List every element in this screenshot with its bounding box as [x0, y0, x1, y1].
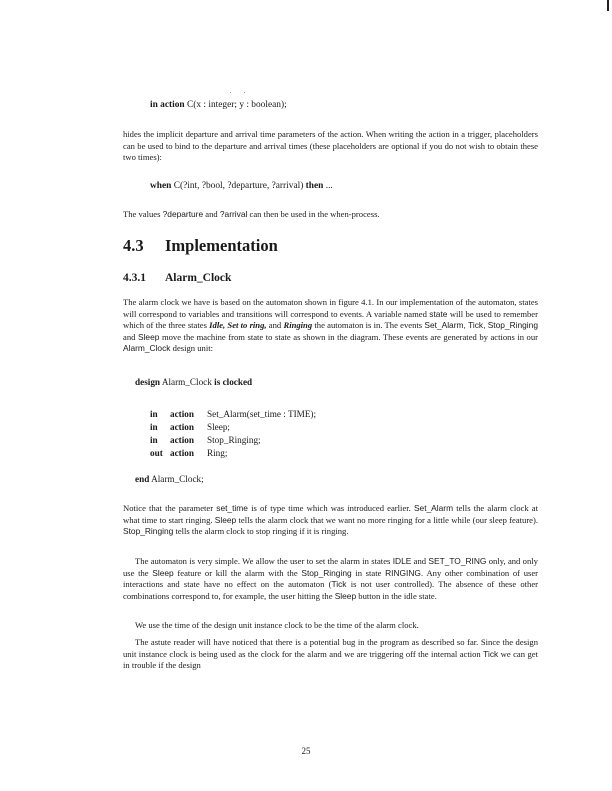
paragraph-values [123, 209, 538, 221]
placeholder-departure: ?departure [162, 209, 204, 219]
event-stop-ringing: Stop_Ringing [123, 526, 174, 537]
keyword-end: end [135, 474, 150, 484]
subsection-number: 4.3.1 [123, 272, 146, 284]
text: is of type time which was introduced earlier. [251, 503, 411, 513]
state-idle: Idle, [209, 320, 226, 331]
design-end-name: Alarm_Clock; [151, 474, 204, 484]
text: tells the alarm clock to stop ringing if it is ringing. [175, 526, 349, 537]
code-action-declaration [150, 100, 287, 112]
text: and [268, 320, 282, 331]
trigger-args: C(?int, ?bool, ?departure, ?arrival) [173, 181, 304, 191]
action-body: Set_Alarm(set_time : TIME); [207, 409, 317, 419]
keyword-action: action [170, 409, 194, 419]
paragraph-bug [123, 637, 538, 672]
state-ringing: Ringing [283, 320, 313, 331]
design-header [135, 377, 252, 389]
text: Notice that the parameter [123, 503, 214, 513]
event-sleep: Sleep [334, 590, 357, 601]
event-tick: Tick [483, 648, 499, 659]
paragraph-automaton-intro [123, 297, 538, 355]
direction: in [150, 435, 158, 445]
event-sleep: Sleep [214, 514, 237, 525]
text: Any other combination of user interactions and state have no effect on the automaton ( [123, 567, 539, 590]
text: will be used to remember which of the three states [123, 308, 538, 331]
text: can then be used in the when-process. [249, 209, 380, 219]
direction: in [150, 409, 158, 419]
state-ringing-const: RINGING. [385, 567, 424, 578]
design-line [150, 448, 227, 460]
direction: out [150, 448, 163, 458]
text: button in the idle state. [358, 590, 437, 601]
param-set-time: set_time [216, 503, 248, 513]
text: and [413, 556, 427, 566]
scan-specks [230, 92, 250, 94]
action-body: Stop_Ringing; [207, 435, 261, 445]
state-idle-const: IDLE [392, 556, 412, 566]
subsection-title: Alarm_Clock [165, 272, 232, 284]
keyword-action: action [160, 100, 185, 110]
text: design unit: [172, 343, 213, 354]
text: and [205, 209, 218, 219]
text: the automaton is in. The events [314, 320, 423, 331]
action-signature: C(x : integer; y : boolean); [187, 100, 287, 110]
event-tick: Tick, [468, 320, 486, 331]
event-tick: Tick [331, 579, 347, 590]
text: tells the alarm clock that we want no more ringing for a little while (our sleep feature). [238, 514, 539, 525]
text: The values [123, 209, 161, 219]
keyword-when: when [150, 181, 172, 191]
event-stop-ringing: Stop_Ringing [301, 567, 352, 578]
text: and [123, 331, 136, 342]
event-sleep: Sleep [152, 567, 174, 578]
design-line [150, 435, 261, 447]
event-set-alarm: Set_Alarm [413, 503, 454, 513]
event-stop-ringing: Stop_Ringing [487, 320, 538, 331]
text: tells the alarm clock at what time to start ringing. [123, 503, 539, 525]
subsection-heading [123, 273, 231, 285]
text: is not user controlled). The absence of these other combinations correspond to, for example, the user hitting the [123, 579, 538, 601]
trigger-tail: ... [325, 181, 333, 191]
paragraph-placeholders: hides the implicit departure and arrival time parameters of the action. When writing the action in a trigger, placeholders can be used to bind to the departure and arrival times (these placeholders are optional if you do not wish to obtain these two times): [123, 129, 538, 163]
text: in state [355, 567, 382, 578]
paragraph-parameters [123, 503, 538, 538]
event-set-alarm: Set_Alarm, [424, 320, 466, 331]
state-set-to-ring: Set to ring, [227, 320, 267, 331]
text: The astute reader will have noticed that there is a potential bug in the program as described so far. Since the design unit instance clock is being used as the clock for the alarm and we are triggering off the internal action [123, 637, 538, 659]
keyword-then: then [305, 181, 324, 191]
paragraph-simple-automaton [123, 556, 538, 602]
text: feature or kill the alarm with the [177, 567, 298, 578]
text: only, and only use the [123, 556, 538, 578]
design-line [150, 409, 316, 421]
action-body: Ring; [207, 448, 228, 458]
code-when-trigger [150, 181, 333, 193]
keyword-in: in [150, 100, 158, 110]
page-number: 25 [301, 746, 311, 756]
text: we can get in trouble if the design [123, 648, 538, 671]
section-number: 4.3 [123, 236, 144, 255]
keyword-action: action [170, 422, 194, 432]
action-body: Sleep; [207, 422, 230, 432]
design-end [135, 474, 204, 486]
text: The automaton is very simple. We allow the user to set the alarm in states [135, 556, 391, 566]
keyword-action: action [170, 448, 194, 458]
var-state: state [429, 308, 448, 319]
direction: in [150, 422, 158, 432]
keyword-is-clocked: is clocked [214, 377, 253, 387]
section-heading [123, 236, 278, 255]
state-set-to-ring-const: SET_TO_RING [428, 556, 487, 566]
placeholder-arrival: ?arrival [219, 209, 248, 219]
keyword-action: action [170, 435, 194, 445]
text: The alarm clock we have is based on the automaton shown in figure 4.1. In our implementation of the automaton, states will correspond to variables and transitions will correspond to events. A variable named [123, 297, 538, 319]
text: move the machine from state to state as shown in the diagram. These events are generated by actions in our [161, 331, 539, 342]
event-sleep: Sleep [137, 331, 160, 342]
design-name: Alarm_Clock [161, 377, 212, 387]
keyword-design: design [135, 377, 161, 387]
page-edge-mark [607, 0, 609, 11]
design-line [150, 422, 230, 434]
section-title: Implementation [165, 236, 278, 255]
paragraph-time: We use the time of the design unit instance clock to be the time of the alarm clock. [135, 620, 419, 630]
unit-alarm-clock: Alarm_Clock [123, 343, 171, 354]
